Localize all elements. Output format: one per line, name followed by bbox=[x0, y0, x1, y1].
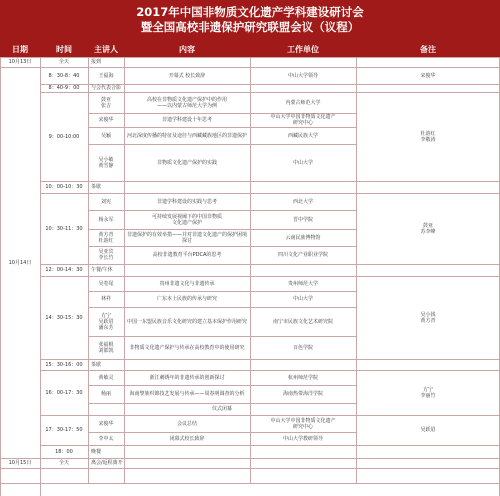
unit-cell: 杭州师范学院 bbox=[287, 374, 318, 381]
date-cell: 10月14日 bbox=[8, 259, 32, 266]
content-cell: 海南黎族织锦技艺发展与传承——周春明调查的分析 bbox=[129, 391, 245, 397]
content-cell: 晚餐 bbox=[91, 448, 102, 455]
content-cell: 午餐/午休 bbox=[91, 267, 113, 273]
unit-cell: 中山大学领导 bbox=[287, 72, 318, 79]
time-cell: 10：00-10：30 bbox=[45, 184, 83, 190]
time-cell: 15：30-16：00 bbox=[45, 361, 83, 368]
content-cell: 非物质文化遗产保护与传承在高校教育中的使用研究 bbox=[129, 344, 245, 351]
unit-cell: 晋中学院 bbox=[292, 216, 313, 223]
speaker-cell: 方宁 吴跃眉 潘东芳 bbox=[98, 312, 114, 331]
time-cell: 全天 bbox=[58, 59, 69, 65]
content-cell: 高校非遗教育平台PDCA的思考 bbox=[152, 252, 222, 258]
content-cell: 开幕式 校长致辞 bbox=[168, 72, 206, 79]
speaker-cell: 鼓亚 张吉 bbox=[100, 96, 111, 109]
time-cell: 17：30-17：50 bbox=[45, 427, 83, 433]
speaker-cell: 吴颖 bbox=[100, 132, 111, 139]
content-cell: 非物质文化遗产保护的实践 bbox=[156, 159, 217, 166]
speaker-cell: 杨永军 bbox=[98, 216, 114, 223]
unit-cell: 中山大学中国非物质文化遗产 研究中心 bbox=[270, 417, 336, 430]
unit-cell: 内蒙古师范大学 bbox=[285, 99, 321, 106]
time-cell: 18：00 bbox=[55, 448, 73, 455]
agenda-table bbox=[0, 57, 500, 496]
unit-cell: 西藏民族大学 bbox=[287, 132, 318, 139]
note-cell: 杜韵红 李敬涛 bbox=[420, 130, 436, 143]
content-cell: 闭幕式校长致辞 bbox=[169, 435, 205, 442]
column-header-date: 日期 bbox=[0, 42, 40, 57]
note-cell: 方宁 李丽竹 bbox=[420, 386, 436, 399]
time-cell: 全天 bbox=[58, 460, 69, 466]
content-cell: 广东本土民族的传承与研究 bbox=[156, 296, 217, 302]
speaker-cell: 林祥 bbox=[100, 296, 111, 302]
unit-cell: 中山大学中国非物质文化遗产 研究中心 bbox=[270, 114, 336, 126]
speaker-cell: 黄方青 杜韵红 bbox=[98, 231, 114, 244]
date-cell: 10月13日 bbox=[8, 59, 32, 65]
date-cell: 10月15日 bbox=[8, 460, 32, 466]
column-header-time: 时间 bbox=[40, 42, 88, 57]
agenda-title-line1: 2017年中国非物质文化遗产学科建设研讨会 bbox=[136, 5, 364, 19]
content-cell: 非遗保护的有效举措——并对非遗文化遗产的保护困境探讨 bbox=[126, 231, 247, 244]
speaker-cell: 刘宪 bbox=[100, 198, 111, 205]
content-cell: 与会代表合影 bbox=[91, 85, 122, 91]
column-header-speaker: 主讲人 bbox=[88, 42, 124, 57]
time-cell: 9：00-10:00 bbox=[48, 133, 80, 140]
content-cell: 高校在非物质文化遗产保护中的作用 ——以内蒙古师范大学为例 bbox=[146, 96, 227, 109]
unit-cell: 海南热带海洋学院 bbox=[282, 391, 323, 397]
time-cell: 14：30-15：30 bbox=[45, 314, 83, 321]
time-cell: 12：00-14：30 bbox=[45, 267, 83, 273]
unit-cell: 西北大学 bbox=[292, 198, 313, 205]
column-header-note: 备注 bbox=[356, 42, 500, 57]
content-cell: 可持续发展视阈下的中国非物质 文化遗产保护 bbox=[151, 213, 222, 226]
speaker-cell: 吴小敏 黄雪静 bbox=[98, 156, 114, 169]
note-cell: 宋俊华 bbox=[420, 72, 436, 79]
speaker-cell: 宋俊华 bbox=[98, 420, 114, 427]
speaker-cell: 李中太 bbox=[98, 435, 114, 442]
speaker-cell: 张福根 刘邯凯 bbox=[98, 341, 114, 354]
unit-cell: 中山大学教研领导 bbox=[282, 435, 323, 442]
content-cell: 非遗学科建设的实践与思考 bbox=[156, 198, 217, 205]
time-cell: 10：30-11：30 bbox=[45, 225, 83, 232]
speaker-cell: 宋俊华 bbox=[98, 117, 114, 123]
unit-cell: 贵州师范大学 bbox=[287, 280, 318, 287]
unit-cell: 四川文化产业职业学院 bbox=[277, 252, 328, 258]
content-cell: 茶歇 bbox=[91, 184, 102, 190]
agenda-title-line2: 暨全国高校非遗保护研究联盟会议（议程） bbox=[140, 20, 360, 34]
note-cell: 吴跃眉 bbox=[420, 427, 436, 433]
note-cell: 鼓亚 苏李峰 bbox=[420, 222, 436, 235]
content-cell: 仪式闭幕 bbox=[211, 406, 232, 412]
content-cell: 河北深度传播的特征及途径与西藏藏族地区的非遗保护 bbox=[126, 132, 247, 139]
speaker-cell: 王福海 bbox=[98, 72, 114, 79]
column-header-unit: 工作单位 bbox=[250, 42, 356, 57]
unit-cell: 百色学院 bbox=[292, 344, 313, 351]
content-cell: 报到 bbox=[91, 59, 102, 65]
content-cell: 非遗学科建设十年思考 bbox=[161, 117, 212, 123]
time-cell: 8：40-9：00 bbox=[48, 85, 80, 91]
unit-cell: 中山大学 bbox=[292, 296, 313, 302]
time-cell: 16：00-17：30 bbox=[45, 389, 83, 396]
unit-cell: 云南民族博物馆 bbox=[285, 234, 321, 241]
content-cell: 会议总结 bbox=[176, 420, 197, 427]
unit-cell: 中山大学 bbox=[292, 159, 313, 166]
note-cell: 吴小钱 黄方青 bbox=[420, 311, 436, 324]
agenda-title-banner bbox=[0, 0, 500, 42]
content-cell: 茶歇 bbox=[91, 361, 102, 368]
speaker-cell: 杨丽 bbox=[100, 391, 111, 397]
content-cell: 浙江刺绣年的非遗传承的创新探讨 bbox=[149, 374, 225, 381]
speaker-cell: 吴亚宾 李长竹 bbox=[98, 249, 114, 261]
content-cell: 贵州非遗文化与非遗传承 bbox=[159, 280, 215, 287]
time-cell: 8：30-8：40 bbox=[48, 72, 80, 79]
column-header-content: 内容 bbox=[124, 42, 250, 57]
content-cell: 中国一东盟民族音乐文化研究的建立基本保护作用研究 bbox=[126, 318, 247, 325]
speaker-cell: 黄敏灵 bbox=[98, 374, 114, 381]
speaker-cell: 吴卷尾 bbox=[98, 280, 114, 287]
content-cell: 离会/返程离开 bbox=[91, 460, 123, 466]
unit-cell: 南宁市民族文化艺术研究院 bbox=[272, 318, 333, 325]
